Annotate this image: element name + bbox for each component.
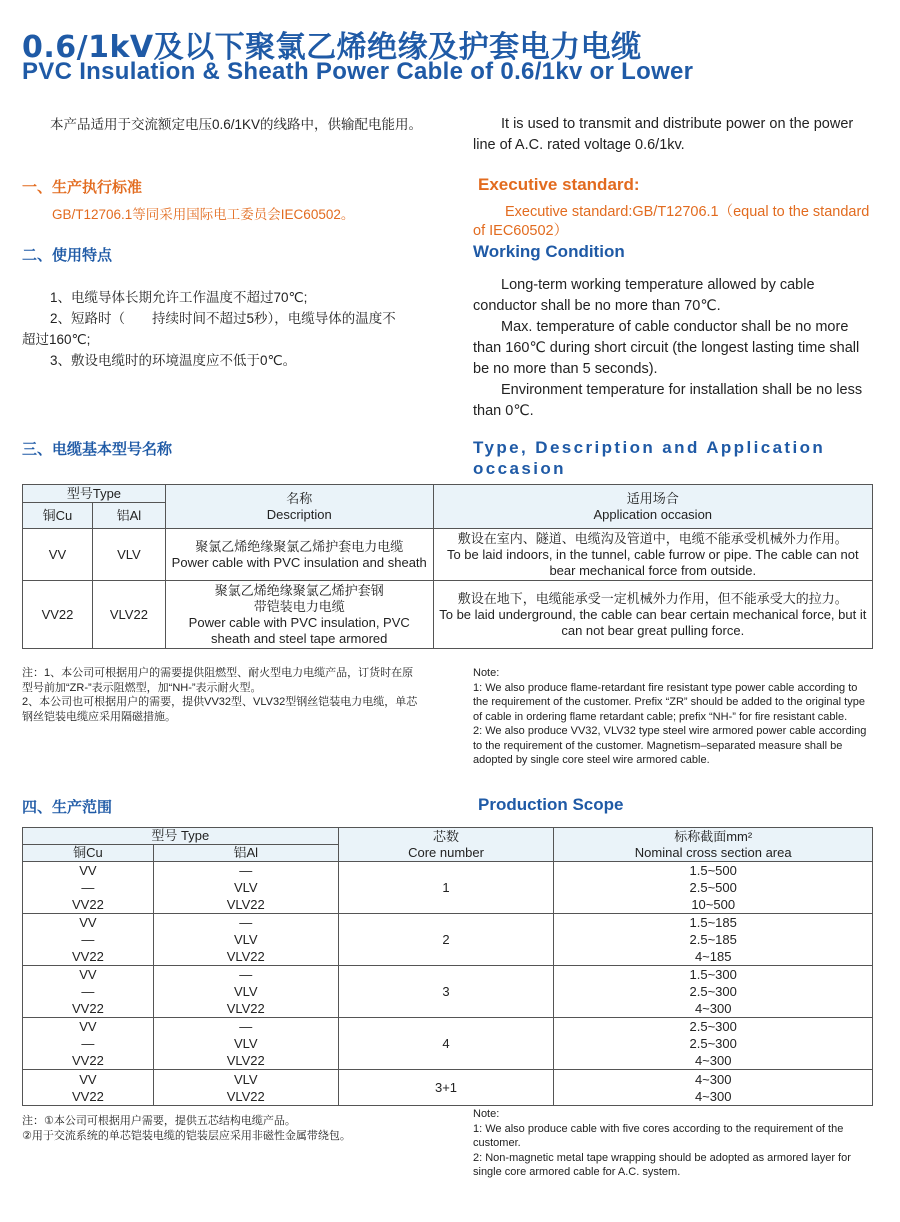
working-text-cn: 1、电缆导体长期允许工作温度不超过70℃; 2、短路时（ 持续时间不超过5秒），电缆导体的温度不超过160℃; 3、敷设电缆时的环境温度应不低于0℃。: [22, 290, 396, 368]
scope-core: 4: [338, 1018, 554, 1070]
standard-heading-cn: 一、生产执行标准: [22, 178, 143, 196]
types-table: [22, 484, 873, 649]
working-heading-cn: 二、使用特点: [22, 246, 113, 264]
type-cu: VV: [23, 529, 93, 581]
scope-core: 1: [338, 862, 554, 914]
scope-al: — VLV VLV22: [153, 862, 338, 914]
scope-cu: VV — VV22: [23, 862, 154, 914]
scope-al: — VLV VLV22: [153, 914, 338, 966]
type-cu: VV22: [23, 581, 93, 649]
intro-cn: 本产品适用于交流额定电压0.6/1KV的线路中，供输配电能用。: [50, 117, 423, 132]
scope-cu: VV VV22: [23, 1070, 154, 1106]
page-title-en: PVC Insulation & Sheath Power Cable of 0.6/1kv or Lower: [22, 58, 694, 85]
scope-cu: VV — VV22: [23, 1018, 154, 1070]
scope-al: — VLV VLV22: [153, 966, 338, 1018]
standard-heading-en: Executive standard:: [478, 175, 640, 194]
scope-th-type: 型号 Type: [23, 828, 339, 845]
scope-th-area: 标称截面mm² Nominal cross section area: [554, 828, 873, 862]
scope-th-al: 铝Al: [153, 845, 338, 862]
table-row: [23, 914, 873, 966]
table-row: [23, 1018, 873, 1070]
table-row: [23, 581, 873, 649]
scope-area: 4~300 4~300: [554, 1070, 873, 1106]
note2-cn: 注：①本公司可根据用户需要，提供五芯结构电缆产品。 ②用于交流系统的单芯铠装电缆的铠装层应采用非磁性金属带绕包。: [22, 1115, 351, 1142]
types-th-app: 适用场合 Application occasion: [433, 485, 872, 529]
types-th-cu: 铜Cu: [23, 503, 93, 529]
scope-th-cu: 铜Cu: [23, 845, 154, 862]
table-row: [23, 966, 873, 1018]
type-al: VLV22: [92, 581, 165, 649]
intro-en: It is used to transmit and distribute power on the power line of A.C. rated voltage 0.6/1kv.: [473, 116, 854, 153]
note1-en: Note: 1: We also produce flame-retardant fire resistant type power cable according to the requirement of the customer. Prefix “ZR” should be added to the original type of cable in ordering flame retardant cable; prefix “NH-” for fire resistant cable. 2: We also produce VV32, VLV32 type steel wire armored power cable according to the requirement of the customer. Magnetism–separated measure shall be adopted by single core steel wire armored cable.: [473, 667, 867, 766]
scope-area: 1.5~185 2.5~185 4~185: [554, 914, 873, 966]
type-app: 敷设在室内、隧道、电缆沟及管道中，电缆不能承受机械外力作用。 To be laid indoors, in the tunnel, cable furrow or pipe. The cable can not bear mechanical force from outside.: [433, 529, 872, 581]
page-title-cn: 0.6/1kV及以下聚氯乙烯绝缘及护套电力电缆: [22, 30, 642, 65]
scope-cu: VV — VV22: [23, 966, 154, 1018]
scope-core: 2: [338, 914, 554, 966]
types-heading-en: Type, Description and Application occasion: [473, 438, 826, 478]
working-heading-en: Working Condition: [473, 242, 625, 261]
types-th-type: 型号Type: [23, 485, 166, 503]
working-text-en: Long-term working temperature allowed by cable conductor shall be no more than 70℃. Max. temperature of cable conductor shall be no more than 160℃ during short circuit (the longest lasting time shall be no more than 5 seconds). Environment temperature for installation shall be no less than 0℃.: [473, 277, 863, 419]
scope-al: VLV VLV22: [153, 1070, 338, 1106]
type-al: VLV: [92, 529, 165, 581]
type-app: 敷设在地下，电缆能承受一定机械外力作用，但不能承受大的拉力。 To be laid underground, the cable can bear certain mechanical force, but it can not bear great pulling force.: [433, 581, 872, 649]
types-th-desc: 名称 Description: [165, 485, 433, 529]
scope-cu: VV — VV22: [23, 914, 154, 966]
scope-area: 1.5~300 2.5~300 4~300: [554, 966, 873, 1018]
scope-core: 3+1: [338, 1070, 554, 1106]
scope-th-core: 芯数 Core number: [338, 828, 554, 862]
scope-heading-cn: 四、生产范围: [22, 798, 113, 816]
scope-core: 3: [338, 966, 554, 1018]
types-heading-cn: 三、电缆基本型号名称: [22, 440, 173, 458]
types-th-al: 铝Al: [92, 503, 165, 529]
scope-area: 2.5~300 2.5~300 4~300: [554, 1018, 873, 1070]
scope-al: — VLV VLV22: [153, 1018, 338, 1070]
type-desc: 聚氯乙烯绝缘聚氯乙烯护套电力电缆 Power cable with PVC insulation and sheath: [165, 529, 433, 581]
scope-heading-en: Production Scope: [478, 795, 624, 814]
scope-area: 1.5~500 2.5~500 10~500: [554, 862, 873, 914]
standard-text-cn: GB/T12706.1等同采用国际电工委员会IEC60502。: [52, 207, 355, 222]
type-desc: 聚氯乙烯绝缘聚氯乙烯护套钢带铠装电力电缆 Power cable with PVC insulation, PVC sheath and steel tape armored: [165, 581, 433, 649]
note1-cn: 注：1、本公司可根据用户的需要提供阻燃型、耐火型电力电缆产品，订货时在原型号前加“ZR-”表示阻燃型，加“NH-”表示耐火型。 2、本公司也可根据用户的需要，提供VV32型、VLV32型钢丝铠装电力电缆，单芯钢丝铠装电缆应采用隔磁措施。: [22, 667, 418, 723]
standard-text-en: Executive standard:GB/T12706.1（equal to the standard of IEC60502）: [473, 204, 870, 239]
table-row: [23, 862, 873, 914]
scope-table: [22, 827, 873, 1106]
table-row: [23, 1070, 873, 1106]
note2-en: Note: 1: We also produce cable with five cores according to the requirement of the customer. 2: Non-magnetic metal tape wrapping should be adopted as armored layer for single core armored cable for A.C. system.: [473, 1108, 851, 1178]
table-row: [23, 529, 873, 581]
